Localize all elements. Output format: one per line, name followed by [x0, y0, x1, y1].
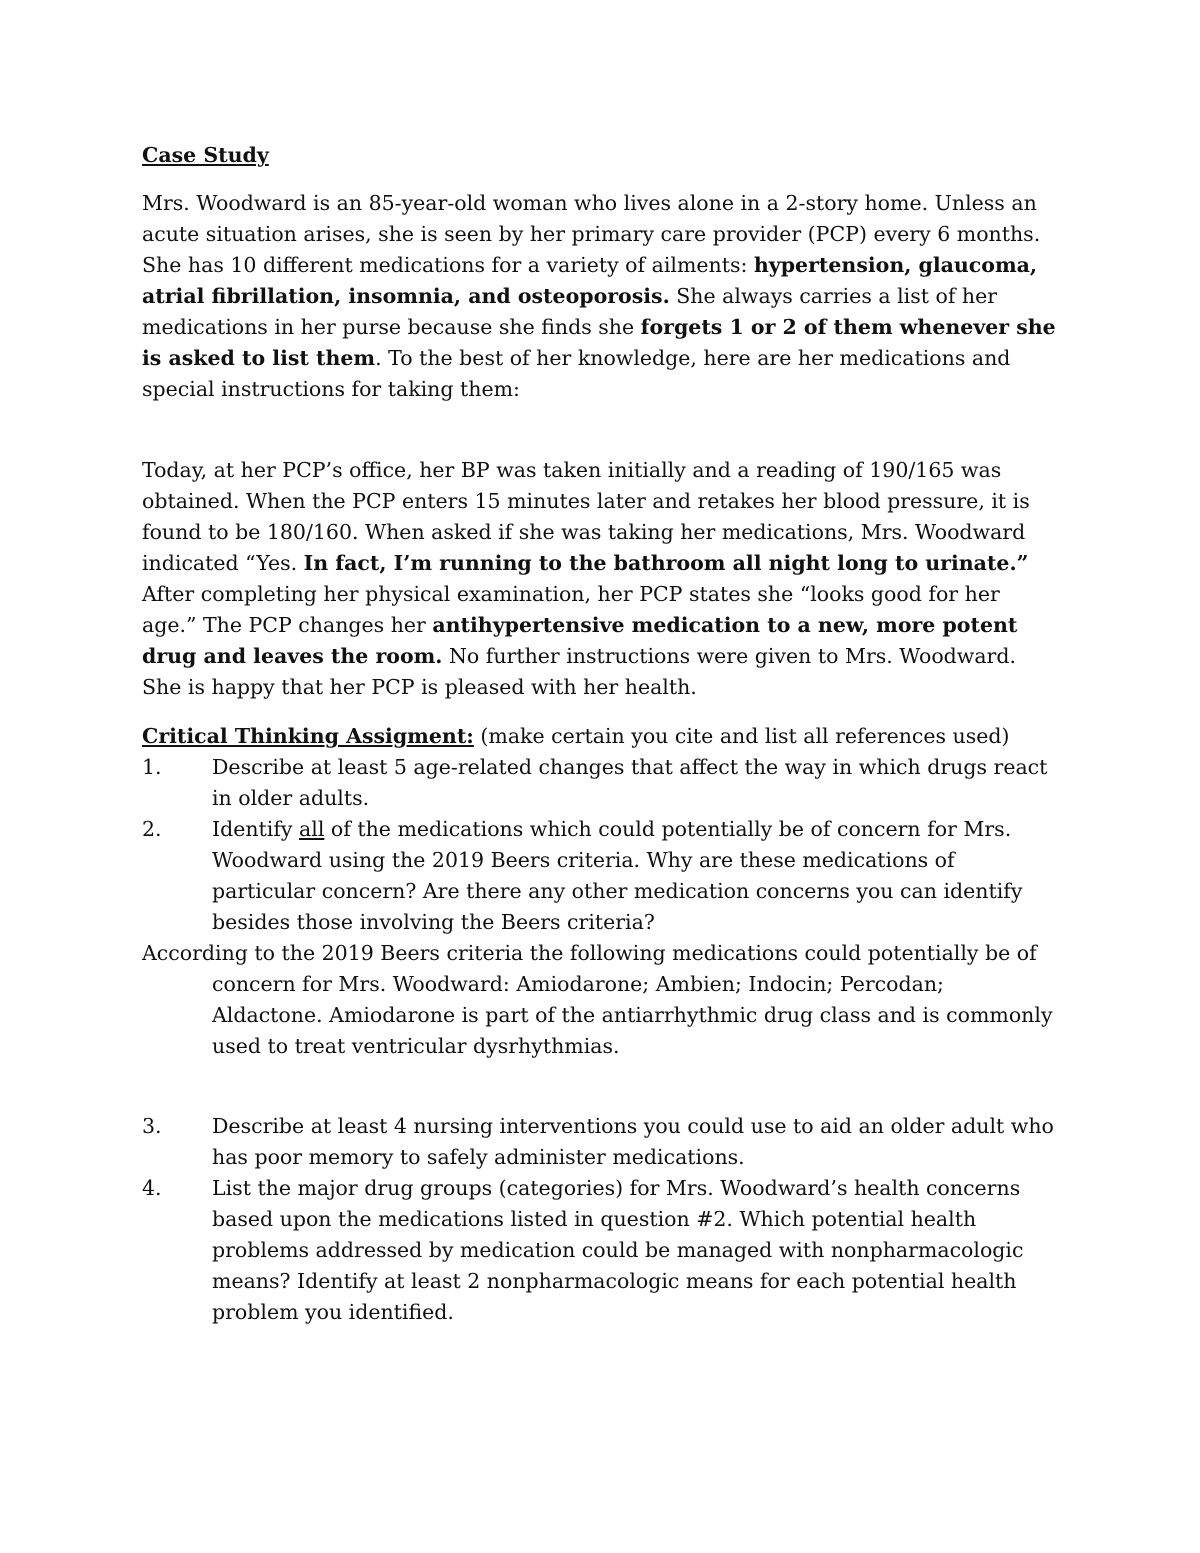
list-item-text: Describe at least 4 nursing interventions you could use to aid an older adult who has poor memory to safely administer medications.: [212, 1114, 1054, 1169]
list-item: [142, 752, 1060, 814]
list-item-number: 2.: [142, 817, 162, 841]
list-item-number: 3.: [142, 1114, 162, 1138]
intro-paragraph: [142, 188, 1060, 405]
visit-text-2: After completing her physical examination, her PCP states she “looks good for her age.” The PCP changes her: [142, 582, 1000, 637]
intro-text-3: . To the best of her knowledge, here are her medications and special instructions for taking them:: [142, 346, 1011, 401]
intro-forgets: forgets 1 or 2 of them whenever she is asked to list them: [142, 315, 1056, 370]
intro-text-1: Mrs. Woodward is an 85-year-old woman who lives alone in a 2-story home. Unless an acute situation arises, she is seen by her primary care provider (PCP) every 6 months. She has 10 different medications for a variety of ailments:: [142, 191, 1041, 277]
list-item-text: List the major drug groups (categories) for Mrs. Woodward’s health concerns based upon the medications listed in question #2. Which potential health problems addressed by medication could be managed with nonpharmacologic means? Identify at least 2 nonpharmacologic means for each potential health problem you identified.: [212, 1176, 1024, 1324]
list-item-text: Describe at least 5 age-related changes that affect the way in which drugs react in older adults.: [212, 755, 1048, 810]
item-2-text-post: of the medications which could potentially be of concern for Mrs. Woodward using the 2019 Beers criteria. Why are these medications of particular concern? Are there any other medication concerns you can identify besides those involving the Beers criteria?: [212, 817, 1023, 934]
answer-paragraph: According to the 2019 Beers criteria the following medications could potentially be of concern for Mrs. Woodward: Amiodarone; Ambien; Indocin; Percodan; Aldactone. Amiodarone is part of the antiarrhythmic drug class and is commonly used to treat ventricular dysrhythmias.: [142, 941, 1053, 1058]
visit-quote: In fact, I’m running to the bathroom all night long to urinate.”: [303, 551, 1029, 575]
list-item-number: 4.: [142, 1176, 162, 1200]
intro-text-2: She always carries a list of her medications in her purse because she finds she: [142, 284, 998, 339]
list-item-text: [212, 814, 1060, 938]
list-item-number: 1.: [142, 755, 162, 779]
visit-text-3: No further instructions were given to Mrs. Woodward. She is happy that her PCP is pleased with her health.: [142, 644, 1016, 699]
item-2-text-pre: Identify: [212, 817, 300, 841]
visit-medication-change: antihypertensive medication to a new, more potent drug and leaves the room.: [142, 613, 1018, 668]
page-title: Case Study: [142, 143, 269, 167]
visit-paragraph: [142, 455, 1060, 703]
list-item: [142, 814, 1060, 938]
assignment-heading-line: [142, 721, 1060, 752]
list-item: [142, 1173, 1060, 1328]
visit-text-1: Today, at her PCP’s office, her BP was taken initially and a reading of 190/165 was obtained. When the PCP enters 15 minutes later and retakes her blood pressure, it is found to be 180/160. When asked if she was taking her medications, Mrs. Woodward indicated “Yes.: [142, 458, 1030, 575]
intro-ailments: hypertension, glaucoma, atrial fibrillation, insomnia, and osteoporosis.: [142, 253, 1038, 308]
assignment-heading: Critical Thinking Assigment:: [142, 724, 474, 748]
item-2-emphasis-all: all: [299, 817, 325, 841]
assignment-note: (make certain you cite and list all references used): [473, 724, 1010, 748]
list-item: [142, 1111, 1060, 1173]
